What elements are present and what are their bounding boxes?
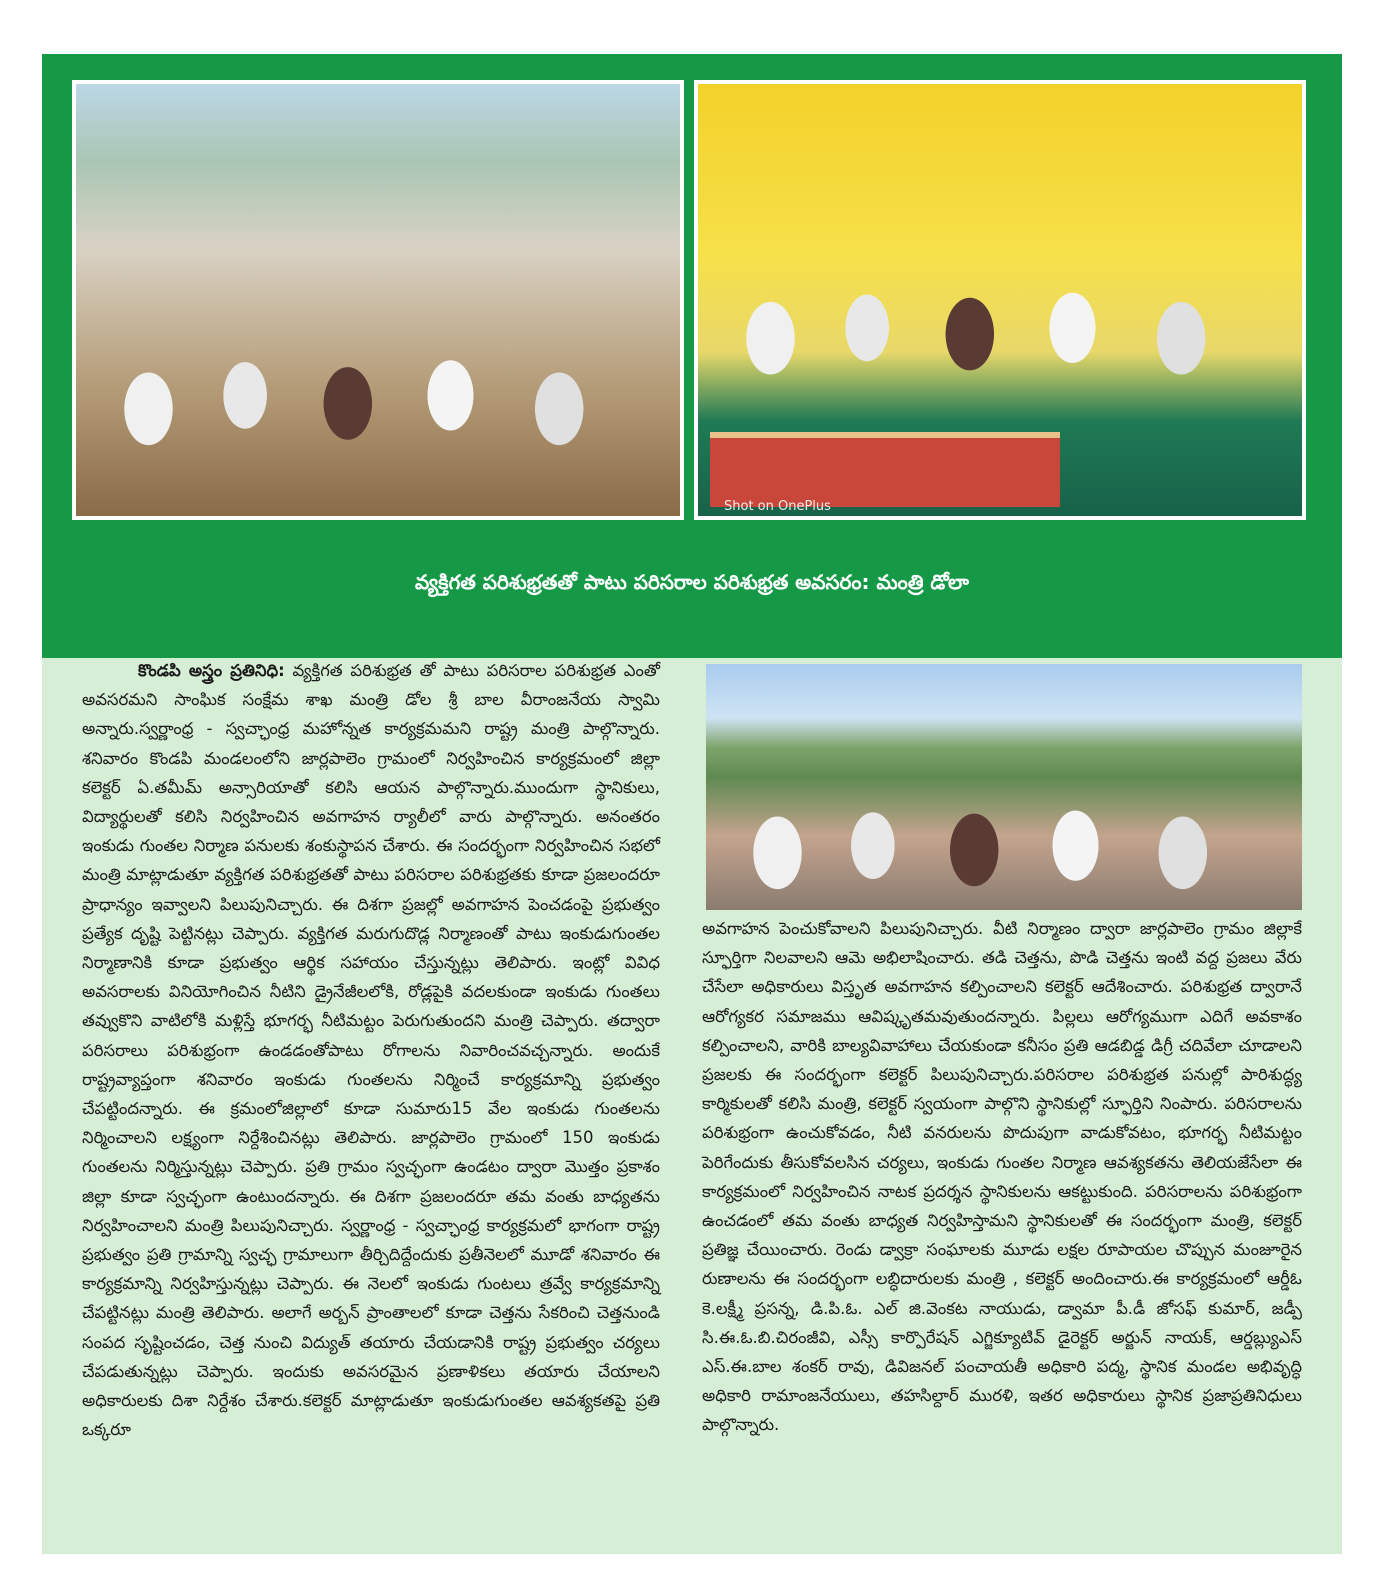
photo-people-silhouettes [76, 248, 680, 516]
headline: వ్యక్తిగత పరిశుభ్రతతో పాటు పరిసరాల పరిశుభ్రత అవసరం: మంత్రి డోలా [415, 569, 969, 594]
photo-stage-meeting [694, 80, 1306, 520]
green-banner [42, 54, 1342, 658]
photo-people-silhouettes [706, 767, 1302, 910]
stage-cloth [710, 432, 1060, 507]
photo-cleaning-drive [72, 80, 684, 520]
article-text-left: వ్యక్తిగత పరిశుభ్రత తో పాటు పరిసరాల పరిశుభ్రత ఎంతో అవసరమని సాంఘిక సంక్షేమ శాఖ మంత్రి డోల శ్రీ బాల వీరాంజనేయ స్వామి అన్నారు.స్వర్ణాంధ్ర - స్వచ్ఛాంధ్ర మహోన్నత కార్యక్రమమని రాష్ట్ర మంత్రి పాల్గొన్నారు. శనివారం కొండపి మండలంలోని జార్లపాలెం గ్రామంలో నిర్వహించిన కార్యక్రమంలో జిల్లా కలెక్టర్ ఏ.తమీమ్ అన్సారియాతో కలిసి ఆయన పాల్గొన్నారు.ముందుగా స్థానికులు, విద్యార్థులతో కలిసి నిర్వహించిన అవగాహన ర్యాలీలో వారు పాల్గొన్నారు. అనంతరం ఇంకుడు గుంతల నిర్మాణ పనులకు శంకుస్థాపన చేశారు. ఈ సందర్భంగా నిర్వహించిన సభలో మంత్రి మాట్లాడుతూ వ్యక్తిగత పరిశుభ్రతతో పాటు పరిసరాల పరిశుభ్రతకు కూడా ప్రజలందరూ ప్రాధాన్యం ఇవ్వాలని పిలుపునిచ్చారు. ఈ దిశగా ప్రజల్లో అవగాహన పెంచడంపై ప్రభుత్వం ప్రత్యేక దృష్టి పెట్టినట్లు చెప్పారు. వ్యక్తిగత మరుగుదొడ్ల నిర్మాణంతో పాటు ఇంకుడుగుంతల నిర్మాణానికి కూడా ప్రభుత్వం ఆర్థిక సహాయం చేస్తున్నట్లు తెలిపారు. ఇంట్లో వివిధ అవసరాలకు వినియోగించిన నీటిని డ్రైనేజీలలోకి, రోడ్లపైకి వదలకుండా ఇంకుడు గుంతలు తవ్వుకొని వాటిలోకి మళ్లిస్తే భూగర్భ నీటిమట్టం పెరుగుతుందని మంత్రి చెప్పారు. తద్వారా పరిసరాలు పరిశుభ్రంగా ఉండడంతోపాటు రోగాలను నివారించవచ్చన్నారు. అందుకే రాష్ట్రవ్యాప్తంగా శనివారం ఇంకుడు గుంతలను నిర్మించే కార్యక్రమాన్ని ప్రభుత్వం చేపట్టిందన్నారు. ఈ క్రమంలోజిల్లాలో కూడా సుమారు15 వేల ఇంకుడు గుంతలను నిర్మించాలని లక్ష్యంగా నిర్దేశించినట్లు తెలిపారు. జార్లపాలెం గ్రామంలో 150 ఇంకుడు గుంతలను నిర్మిస్తున్నట్లు చెప్పారు. ప్రతి గ్రామం స్వచ్ఛంగా ఉండటం ద్వారా మొత్తం ప్రకాశం జిల్లా కూడా స్వచ్ఛంగా ఉంటుందన్నారు. ఈ దిశగా ప్రజలందరూ తమ వంతు బాధ్యతను నిర్వహించాలని మంత్రి పిలుపునిచ్చారు. స్వర్ణాంధ్ర - స్వచ్ఛాంధ్ర కార్యక్రమలో భాగంగా రాష్ట్ర ప్రభుత్వం ప్రతి గ్రామాన్ని స్వచ్ఛ గ్రామాలుగా తీర్చిదిద్దేందుకు ప్రతీనెలలో మూడో శనివారం ఈ కార్యక్రమాన్ని నిర్వహిస్తున్నట్లు చెప్పారు. ఈ నెలలో ఇంకుడు గుంటలు త్రవ్వే కార్యక్రమాన్ని చేపట్టినట్లు మంత్రి తెలిపారు. అలాగే అర్బన్ ప్రాంతాలలో కూడా చెత్తను సేకరించి చెత్తనుండి సంపద సృష్టించడం, చెత్త నుంచి విద్యుత్ తయారు చేయడానికి రాష్ట్ర ప్రభుత్వం చర్యలు చేపడుతున్నట్లు చెప్పారు. ఇందుకు అవసరమైన ప్రణాళికలు తయారు చేయాలని అధికారులకు దిశా నిర్దేశం చేశారు.కలెక్టర్ మాట్లాడుతూ ఇంకుడుగుంతల ఆవశ్యకతపై ప్రతి ఒక్కరూ [82, 661, 660, 1440]
photo-field-visit [706, 664, 1302, 910]
photo-credit: Shot on OnePlus [724, 499, 831, 514]
article-text-right: అవగాహన పెంచుకోవాలని పిలుపునిచ్చారు. వీటి నిర్మాణం ద్వారా జార్లపాలెం గ్రామం జిల్లాకే స్ఫూర్తిగా నిలవాలని ఆమె అభిలాషించారు. తడి చెత్తను, పొడి చెత్తను ఇంటి వద్ద ప్రజలు వేరు చేసేలా అధికారులు విస్తృత అవగాహన కల్పించాలని కలెక్టర్ ఆదేశించారు. పరిశుభ్రత ద్వారానే ఆరోగ్యకర సమాజము ఆవిష్కృతమవుతుందన్నారు. పిల్లలు ఆరోగ్యముగా ఎదిగే అవకాశం కల్పించాలని, వారికి బాల్యవివాహాలు చేయకుండా కనీసం ప్రతి ఆడబిడ్డ డిగ్రీ చదివేలా చూడాలని ప్రజలకు ఈ సందర్భంగా కలెక్టర్ పిలుపునిచ్చారు.పరిసరాల పరిశుభ్రత పనుల్లో పారిశుద్ధ్య కార్మికులతో కలిసి మంత్రి, కలెక్టర్ స్వయంగా పాల్గొని స్థానికుల్లో స్ఫూర్తిని నింపారు. పరిసరాలను పరిశుభ్రంగా ఉంచుకోవడం, నీటి వనరులను పొదుపుగా వాడుకోవటం, భూగర్భ నీటిమట్టం పెరిగేందుకు తీసుకోవలసిన చర్యలు, ఇంకుడు గుంతల నిర్మాణ ఆవశ్యకతను తెలియజేసేలా ఈ కార్యక్రమంలో నిర్వహించిన నాటక ప్రదర్శన స్థానికులను ఆకట్టుకుంది. పరిసరాలను పరిశుభ్రంగా ఉంచడంలో తమ వంతు బాధ్యత నిర్వహిస్తామని స్థానికులతో ఈ సందర్భంగా మంత్రి, కలెక్టర్ ప్రతిజ్ఞ చేయించారు. రెండు డ్వాక్రా సంఘాలకు మూడు లక్షల రూపాయల చొప్పున మంజూరైన రుణాలను ఈ సందర్భంగా లబ్ధిదారులకు మంత్రి , కలెక్టర్ అందించారు.ఈ కార్యక్రమంలో ఆర్డీఓ కె.లక్ష్మీ ప్రసన్న, డి.పి.ఓ. ఎల్ జి.వెంకట నాయుడు, డ్వామా పీ.డీ జోసఫ్ కుమార్, జడ్పీ సి.ఈ.ఓ.బి.చిరంజీవి, ఎస్సీ కార్పొరేషన్ ఎగ్జిక్యూటివ్ డైరెక్టర్ అర్జున్ నాయక్, ఆర్డబ్ల్యుఎస్ ఎస్.ఈ.బాల శంకర్ రావు, డివిజనల్ పంచాయతీ అధికారి పద్మ, స్థానిక మండల అభివృద్ధి అధికారి రామాంజనేయులు, తహసిల్దార్ మురళి, ఇతర అధికారులు స్థానిక ప్రజాప్రతినిధులు పాల్గొన్నారు. [702, 919, 1302, 1435]
news-clipping [42, 54, 1342, 1554]
article-column-left [82, 656, 660, 1444]
byline: కొండపి అస్త్రం ప్రతినిధి: [138, 661, 285, 680]
article-column-right [702, 914, 1302, 1440]
article-paragraph-left [82, 656, 660, 1444]
photo-people-silhouettes [698, 214, 1302, 421]
